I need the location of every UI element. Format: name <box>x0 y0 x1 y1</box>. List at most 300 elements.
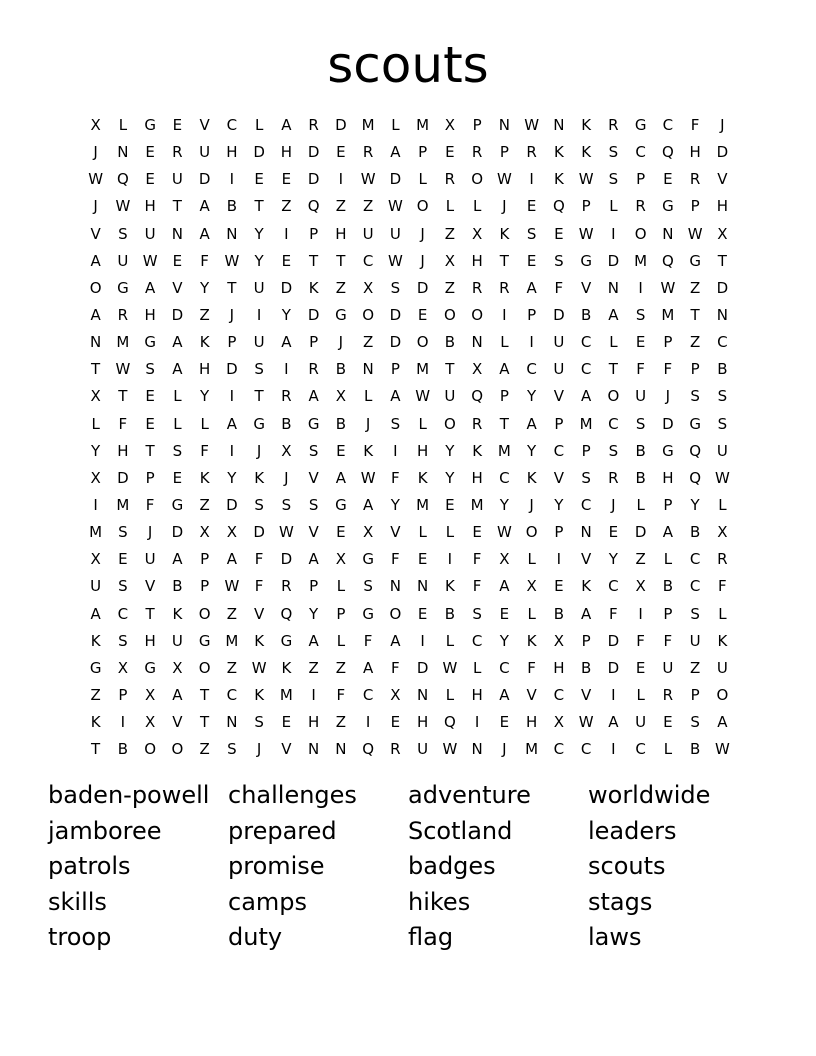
grid-cell[interactable]: O <box>171 740 184 759</box>
grid-cell[interactable]: Z <box>199 740 210 759</box>
grid-cell[interactable]: X <box>90 550 101 569</box>
grid-cell[interactable]: P <box>200 550 210 569</box>
grid-cell[interactable]: G <box>689 251 701 270</box>
grid-cell[interactable]: G <box>362 550 374 569</box>
grid-cell[interactable]: L <box>472 197 482 216</box>
grid-cell[interactable]: N <box>362 360 374 379</box>
grid-cell[interactable]: P <box>581 197 591 216</box>
grid-cell[interactable]: H <box>144 197 156 216</box>
grid-cell[interactable]: Q <box>362 740 375 759</box>
grid-cell[interactable]: F <box>663 631 673 650</box>
grid-cell[interactable]: J <box>502 197 507 216</box>
grid-cell[interactable]: F <box>200 251 209 270</box>
grid-cell[interactable]: N <box>335 740 347 759</box>
grid-cell[interactable]: J <box>229 306 235 325</box>
grid-cell[interactable]: Y <box>690 496 700 515</box>
grid-cell[interactable]: A <box>499 577 510 596</box>
grid-cell[interactable]: W <box>224 577 240 596</box>
grid-cell[interactable]: C <box>499 658 510 677</box>
grid-cell[interactable]: M <box>470 496 484 515</box>
grid-cell[interactable]: V <box>90 224 101 243</box>
grid-cell[interactable]: Q <box>661 251 674 270</box>
grid-cell[interactable]: G <box>689 414 701 433</box>
grid-cell[interactable]: I <box>284 360 289 379</box>
grid-cell[interactable]: H <box>416 441 429 460</box>
grid-cell[interactable]: N <box>90 333 102 352</box>
grid-cell[interactable]: J <box>420 224 425 243</box>
grid-cell[interactable]: S <box>363 577 373 596</box>
grid-cell[interactable]: W <box>496 523 512 542</box>
grid-cell[interactable]: D <box>716 278 729 297</box>
grid-cell[interactable]: B <box>580 658 592 677</box>
grid-cell[interactable]: F <box>663 360 673 379</box>
grid-cell[interactable]: U <box>253 333 265 352</box>
grid-cell[interactable]: K <box>581 577 592 596</box>
grid-cell[interactable]: K <box>553 143 564 162</box>
grid-cell[interactable]: U <box>417 740 429 759</box>
grid-cell[interactable]: X <box>172 658 183 677</box>
grid-cell[interactable]: P <box>690 197 700 216</box>
grid-cell[interactable]: L <box>663 550 673 569</box>
grid-cell[interactable]: L <box>200 414 209 433</box>
grid-cell[interactable]: I <box>284 224 289 243</box>
grid-cell[interactable]: L <box>173 387 182 406</box>
grid-cell[interactable]: A <box>308 387 319 406</box>
grid-cell[interactable]: A <box>281 333 292 352</box>
grid-cell[interactable]: W <box>524 116 540 135</box>
grid-cell[interactable]: X <box>553 713 565 732</box>
grid-cell[interactable]: E <box>145 387 155 406</box>
grid-cell[interactable]: T <box>145 604 155 623</box>
grid-cell[interactable]: R <box>390 740 401 759</box>
grid-cell[interactable]: R <box>471 414 483 433</box>
grid-cell[interactable]: M <box>634 251 648 270</box>
grid-cell[interactable]: C <box>226 686 238 705</box>
grid-cell[interactable]: A <box>226 550 237 569</box>
grid-cell[interactable]: S <box>635 414 646 433</box>
grid-cell[interactable]: P <box>527 306 537 325</box>
grid-cell[interactable]: F <box>636 360 645 379</box>
grid-cell[interactable]: U <box>144 550 156 569</box>
grid-cell[interactable]: V <box>172 713 183 732</box>
grid-cell[interactable]: T <box>200 686 210 705</box>
grid-cell[interactable]: P <box>663 333 673 352</box>
grid-cell[interactable]: L <box>472 658 482 677</box>
grid-cell[interactable]: F <box>636 631 645 650</box>
grid-cell[interactable]: N <box>471 740 483 759</box>
grid-cell[interactable]: K <box>581 116 592 135</box>
grid-cell[interactable]: I <box>229 170 235 189</box>
grid-cell[interactable]: R <box>608 468 619 487</box>
grid-cell[interactable]: B <box>172 577 183 596</box>
grid-cell[interactable]: D <box>171 306 184 325</box>
grid-cell[interactable]: B <box>553 604 565 623</box>
grid-cell[interactable]: E <box>526 197 537 216</box>
grid-cell[interactable]: I <box>256 306 262 325</box>
grid-cell[interactable]: O <box>471 306 484 325</box>
grid-cell[interactable]: E <box>172 468 183 487</box>
grid-cell[interactable]: R <box>117 306 129 325</box>
grid-cell[interactable]: V <box>553 468 564 487</box>
grid-cell[interactable]: A <box>608 713 619 732</box>
grid-cell[interactable]: A <box>172 550 183 569</box>
grid-cell[interactable]: L <box>418 523 427 542</box>
grid-cell[interactable]: B <box>717 360 728 379</box>
grid-cell[interactable]: T <box>499 251 509 270</box>
grid-cell[interactable]: K <box>199 468 210 487</box>
grid-cell[interactable]: T <box>717 251 727 270</box>
grid-cell[interactable]: R <box>308 360 319 379</box>
grid-cell[interactable]: K <box>717 631 728 650</box>
grid-cell[interactable]: Q <box>443 713 456 732</box>
grid-cell[interactable]: I <box>529 333 534 352</box>
grid-cell[interactable]: Z <box>308 658 319 677</box>
grid-cell[interactable]: A <box>335 468 346 487</box>
grid-cell[interactable]: W <box>251 658 267 677</box>
grid-cell[interactable]: E <box>472 523 482 542</box>
grid-cell[interactable]: X <box>335 550 347 569</box>
grid-cell[interactable]: V <box>580 686 592 705</box>
grid-cell[interactable]: O <box>89 278 102 297</box>
grid-cell[interactable]: J <box>611 496 616 515</box>
grid-cell[interactable]: M <box>661 306 675 325</box>
grid-cell[interactable]: P <box>581 631 591 650</box>
grid-cell[interactable]: D <box>280 278 293 297</box>
grid-cell[interactable]: C <box>608 577 619 596</box>
grid-cell[interactable]: F <box>363 631 373 650</box>
grid-cell[interactable]: Y <box>554 496 564 515</box>
grid-cell[interactable]: J <box>338 333 344 352</box>
grid-cell[interactable]: W <box>224 251 240 270</box>
grid-cell[interactable]: L <box>418 170 427 189</box>
grid-cell[interactable]: G <box>117 278 129 297</box>
grid-cell[interactable]: Y <box>527 441 537 460</box>
grid-cell[interactable]: G <box>335 496 347 515</box>
grid-cell[interactable]: P <box>145 468 155 487</box>
grid-cell[interactable]: N <box>498 116 510 135</box>
grid-cell[interactable]: F <box>690 116 700 135</box>
grid-cell[interactable]: O <box>607 387 620 406</box>
grid-cell[interactable]: K <box>90 631 101 650</box>
grid-cell[interactable]: E <box>281 170 292 189</box>
grid-cell[interactable]: E <box>172 116 183 135</box>
grid-cell[interactable]: W <box>115 197 131 216</box>
grid-cell[interactable]: Z <box>362 333 374 352</box>
grid-cell[interactable]: G <box>280 631 293 650</box>
grid-cell[interactable]: V <box>308 523 319 542</box>
grid-cell[interactable]: R <box>689 170 701 189</box>
grid-cell[interactable]: F <box>527 658 536 677</box>
grid-cell[interactable]: Z <box>335 658 347 677</box>
grid-cell[interactable]: Z <box>199 306 210 325</box>
grid-cell[interactable]: X <box>362 523 374 542</box>
grid-cell[interactable]: C <box>553 441 565 460</box>
grid-cell[interactable]: Y <box>281 306 291 325</box>
grid-cell[interactable]: A <box>144 278 156 297</box>
grid-cell[interactable]: F <box>391 658 400 677</box>
grid-cell[interactable]: G <box>171 496 184 515</box>
grid-cell[interactable]: G <box>335 306 347 325</box>
grid-cell[interactable]: Y <box>445 468 455 487</box>
grid-cell[interactable]: I <box>338 170 344 189</box>
grid-cell[interactable]: G <box>634 116 647 135</box>
grid-cell[interactable]: S <box>690 604 700 623</box>
grid-cell[interactable]: Y <box>227 468 237 487</box>
grid-cell[interactable]: B <box>117 740 129 759</box>
grid-cell[interactable]: C <box>499 468 510 487</box>
grid-cell[interactable]: I <box>229 441 235 460</box>
grid-cell[interactable]: S <box>526 224 537 243</box>
grid-cell[interactable]: R <box>281 387 292 406</box>
grid-cell[interactable]: N <box>117 143 129 162</box>
grid-cell[interactable]: I <box>529 170 534 189</box>
grid-cell[interactable]: K <box>308 278 319 297</box>
grid-cell[interactable]: E <box>254 170 264 189</box>
grid-cell[interactable]: A <box>499 686 510 705</box>
grid-cell[interactable]: P <box>554 523 564 542</box>
grid-cell[interactable]: L <box>445 631 455 650</box>
grid-cell[interactable]: L <box>336 577 346 596</box>
grid-cell[interactable]: P <box>581 441 591 460</box>
grid-cell[interactable]: U <box>635 387 647 406</box>
grid-cell[interactable]: Z <box>444 278 456 297</box>
grid-cell[interactable]: M <box>89 523 103 542</box>
grid-cell[interactable]: T <box>445 360 455 379</box>
grid-cell[interactable]: O <box>443 306 456 325</box>
grid-cell[interactable]: M <box>116 496 130 515</box>
grid-cell[interactable]: P <box>118 686 128 705</box>
grid-cell[interactable]: A <box>526 278 537 297</box>
grid-cell[interactable]: O <box>362 306 375 325</box>
grid-cell[interactable]: X <box>90 387 101 406</box>
grid-cell[interactable]: A <box>199 224 210 243</box>
grid-cell[interactable]: D <box>307 306 320 325</box>
grid-cell[interactable]: R <box>662 686 674 705</box>
grid-cell[interactable]: K <box>172 604 183 623</box>
grid-cell[interactable]: B <box>281 414 292 433</box>
grid-cell[interactable]: A <box>199 197 210 216</box>
grid-cell[interactable]: K <box>417 468 428 487</box>
grid-cell[interactable]: G <box>144 658 156 677</box>
grid-cell[interactable]: U <box>171 170 183 189</box>
grid-cell[interactable]: K <box>254 631 265 650</box>
grid-cell[interactable]: W <box>578 713 594 732</box>
grid-cell[interactable]: Z <box>335 197 347 216</box>
grid-cell[interactable]: B <box>335 414 347 433</box>
grid-cell[interactable]: U <box>90 577 102 596</box>
grid-cell[interactable]: L <box>363 387 373 406</box>
grid-cell[interactable]: L <box>418 414 427 433</box>
grid-cell[interactable]: V <box>580 278 592 297</box>
grid-cell[interactable]: E <box>635 333 646 352</box>
grid-cell[interactable]: S <box>554 251 564 270</box>
grid-cell[interactable]: A <box>499 360 510 379</box>
grid-cell[interactable]: M <box>361 116 375 135</box>
grid-cell[interactable]: H <box>226 143 238 162</box>
grid-cell[interactable]: C <box>117 604 129 623</box>
grid-cell[interactable]: L <box>527 550 536 569</box>
grid-cell[interactable]: F <box>254 577 264 596</box>
grid-cell[interactable]: F <box>472 550 482 569</box>
grid-cell[interactable]: E <box>281 251 292 270</box>
grid-cell[interactable]: C <box>580 496 592 515</box>
grid-cell[interactable]: U <box>253 278 265 297</box>
grid-cell[interactable]: M <box>525 740 539 759</box>
grid-cell[interactable]: X <box>335 387 347 406</box>
grid-cell[interactable]: Z <box>444 224 456 243</box>
grid-cell[interactable]: L <box>527 604 536 623</box>
grid-cell[interactable]: Z <box>226 658 238 677</box>
grid-cell[interactable]: Z <box>362 197 374 216</box>
grid-cell[interactable]: E <box>417 604 428 623</box>
grid-cell[interactable]: W <box>278 523 294 542</box>
grid-cell[interactable]: P <box>309 333 319 352</box>
grid-cell[interactable]: I <box>447 550 453 569</box>
grid-cell[interactable]: C <box>689 550 701 569</box>
grid-cell[interactable]: F <box>200 441 209 460</box>
grid-cell[interactable]: I <box>611 224 616 243</box>
grid-cell[interactable]: P <box>554 414 564 433</box>
grid-cell[interactable]: B <box>335 360 347 379</box>
grid-cell[interactable]: Y <box>499 496 509 515</box>
grid-cell[interactable]: G <box>307 414 320 433</box>
grid-cell[interactable]: X <box>717 523 728 542</box>
grid-cell[interactable]: J <box>256 441 262 460</box>
grid-cell[interactable]: X <box>281 441 292 460</box>
grid-cell[interactable]: R <box>281 577 292 596</box>
grid-cell[interactable]: A <box>662 523 673 542</box>
grid-cell[interactable]: C <box>526 360 537 379</box>
grid-cell[interactable]: Z <box>335 713 347 732</box>
grid-cell[interactable]: X <box>117 658 129 677</box>
grid-cell[interactable]: E <box>145 414 155 433</box>
grid-cell[interactable]: P <box>227 333 237 352</box>
grid-cell[interactable]: S <box>118 631 128 650</box>
grid-cell[interactable]: I <box>365 713 371 732</box>
grid-cell[interactable]: K <box>581 143 592 162</box>
grid-cell[interactable]: M <box>279 686 293 705</box>
grid-cell[interactable]: E <box>499 604 510 623</box>
grid-cell[interactable]: K <box>444 577 455 596</box>
grid-cell[interactable]: M <box>416 496 430 515</box>
grid-cell[interactable]: O <box>416 197 429 216</box>
grid-cell[interactable]: W <box>496 170 512 189</box>
grid-cell[interactable]: J <box>93 143 98 162</box>
grid-cell[interactable]: B <box>662 577 674 596</box>
grid-cell[interactable]: E <box>554 224 564 243</box>
grid-cell[interactable]: X <box>717 224 728 243</box>
grid-cell[interactable]: U <box>553 333 565 352</box>
grid-cell[interactable]: U <box>635 713 647 732</box>
grid-cell[interactable]: D <box>662 414 674 433</box>
grid-cell[interactable]: Y <box>309 604 319 623</box>
grid-cell[interactable]: I <box>502 306 507 325</box>
grid-cell[interactable]: I <box>420 631 425 650</box>
grid-cell[interactable]: N <box>171 224 183 243</box>
grid-cell[interactable]: X <box>499 550 510 569</box>
grid-cell[interactable]: B <box>226 197 238 216</box>
grid-cell[interactable]: D <box>253 143 265 162</box>
grid-cell[interactable]: W <box>578 224 594 243</box>
grid-cell[interactable]: D <box>335 116 347 135</box>
grid-cell[interactable]: J <box>93 197 98 216</box>
grid-cell[interactable]: H <box>471 686 483 705</box>
grid-cell[interactable]: R <box>444 170 456 189</box>
grid-cell[interactable]: F <box>718 577 727 596</box>
grid-cell[interactable]: Z <box>335 278 347 297</box>
grid-cell[interactable]: X <box>444 251 456 270</box>
grid-cell[interactable]: T <box>336 251 346 270</box>
grid-cell[interactable]: P <box>499 143 509 162</box>
grid-cell[interactable]: Y <box>200 278 210 297</box>
grid-cell[interactable]: C <box>580 333 592 352</box>
grid-cell[interactable]: S <box>472 604 482 623</box>
grid-cell[interactable]: L <box>91 414 100 433</box>
grid-cell[interactable]: S <box>635 306 646 325</box>
grid-cell[interactable]: I <box>229 387 235 406</box>
grid-cell[interactable]: L <box>391 116 400 135</box>
grid-cell[interactable]: A <box>90 604 101 623</box>
grid-cell[interactable]: L <box>663 740 673 759</box>
grid-cell[interactable]: E <box>336 143 346 162</box>
grid-cell[interactable]: N <box>662 224 674 243</box>
grid-cell[interactable]: Y <box>445 441 455 460</box>
grid-cell[interactable]: F <box>336 686 346 705</box>
grid-cell[interactable]: R <box>608 116 619 135</box>
grid-cell[interactable]: O <box>471 170 484 189</box>
grid-cell[interactable]: T <box>309 251 319 270</box>
grid-cell[interactable]: X <box>226 523 238 542</box>
grid-cell[interactable]: D <box>226 496 238 515</box>
grid-cell[interactable]: I <box>556 550 562 569</box>
grid-cell[interactable]: S <box>118 523 128 542</box>
grid-cell[interactable]: Y <box>254 251 264 270</box>
grid-cell[interactable]: U <box>362 224 374 243</box>
grid-cell[interactable]: R <box>717 550 728 569</box>
grid-cell[interactable]: S <box>390 278 401 297</box>
grid-cell[interactable]: I <box>120 713 126 732</box>
grid-cell[interactable]: S <box>145 360 155 379</box>
grid-cell[interactable]: B <box>444 604 456 623</box>
grid-cell[interactable]: K <box>363 441 374 460</box>
grid-cell[interactable]: C <box>689 577 701 596</box>
grid-cell[interactable]: E <box>554 577 564 596</box>
grid-cell[interactable]: K <box>553 170 564 189</box>
grid-cell[interactable]: Y <box>499 631 509 650</box>
grid-cell[interactable]: N <box>226 713 238 732</box>
grid-cell[interactable]: T <box>499 414 509 433</box>
grid-cell[interactable]: S <box>308 441 319 460</box>
grid-cell[interactable]: X <box>362 278 374 297</box>
grid-cell[interactable]: J <box>502 740 507 759</box>
grid-cell[interactable]: C <box>580 360 592 379</box>
grid-cell[interactable]: M <box>416 360 430 379</box>
grid-cell[interactable]: X <box>471 224 483 243</box>
grid-cell[interactable]: S <box>581 468 591 487</box>
grid-cell[interactable]: A <box>90 306 101 325</box>
grid-cell[interactable]: A <box>390 387 401 406</box>
grid-cell[interactable]: U <box>144 224 156 243</box>
grid-cell[interactable]: D <box>716 143 729 162</box>
grid-cell[interactable]: V <box>580 550 592 569</box>
grid-cell[interactable]: Y <box>608 550 618 569</box>
grid-cell[interactable]: F <box>145 496 155 515</box>
grid-cell[interactable]: D <box>307 170 320 189</box>
grid-cell[interactable]: Q <box>689 441 702 460</box>
grid-cell[interactable]: V <box>526 686 537 705</box>
grid-cell[interactable]: H <box>117 441 129 460</box>
grid-cell[interactable]: D <box>117 468 129 487</box>
